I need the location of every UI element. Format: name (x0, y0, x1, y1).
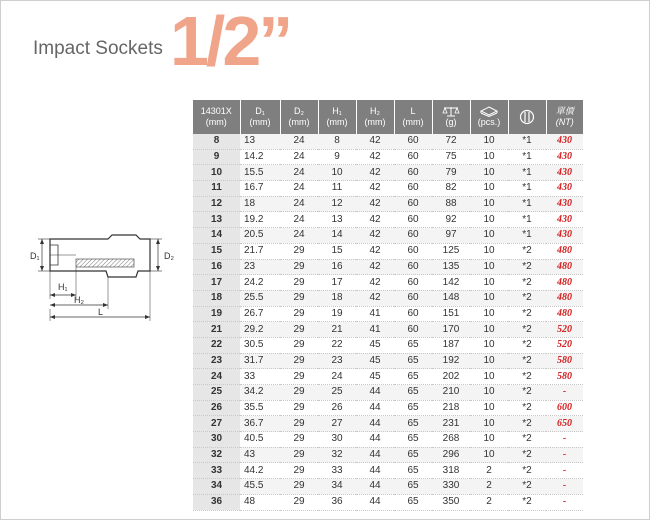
cell-h1: 16 (318, 259, 356, 275)
cell-pin-ring: *2 (508, 337, 546, 353)
cell-d2: 29 (280, 369, 318, 385)
cell-h2: 42 (356, 134, 394, 149)
cell-price: 480 (546, 243, 583, 259)
cell-h1: 26 (318, 400, 356, 416)
cell-h2: 42 (356, 196, 394, 212)
cell-weight: 72 (432, 134, 470, 149)
header-h1: H₁ (mm) (318, 100, 356, 134)
cell-d1: 45.5 (240, 479, 280, 495)
cell-h2: 42 (356, 181, 394, 197)
d1-label: D₁ (30, 251, 40, 261)
cell-pin-ring: *2 (508, 494, 546, 510)
cell-size: 32 (193, 447, 240, 463)
cell-d2: 29 (280, 479, 318, 495)
cell-d1: 30.5 (240, 337, 280, 353)
cell-length: 65 (394, 447, 432, 463)
cell-h2: 44 (356, 432, 394, 448)
cell-pin-ring: *2 (508, 432, 546, 448)
cell-pin-ring: *2 (508, 385, 546, 401)
cell-pin-ring: *1 (508, 149, 546, 165)
cell-pack-qty: 10 (470, 353, 508, 369)
cell-length: 65 (394, 494, 432, 510)
cell-price: 580 (546, 353, 583, 369)
cell-d1: 36.7 (240, 416, 280, 432)
cell-h1: 23 (318, 353, 356, 369)
cell-size: 34 (193, 479, 240, 495)
cell-price: - (546, 479, 583, 495)
table-row (193, 165, 583, 181)
pin-ring-icon (519, 109, 535, 125)
cell-length: 60 (394, 181, 432, 197)
table-row (193, 243, 583, 259)
cell-d2: 29 (280, 463, 318, 479)
cell-size: 33 (193, 463, 240, 479)
header-d1: D₁ (mm) (240, 100, 280, 134)
cell-price: - (546, 494, 583, 510)
h2-label: H₂ (74, 295, 84, 305)
header-h2: H₂ (mm) (356, 100, 394, 134)
cell-weight: 142 (432, 275, 470, 291)
cell-size: 30 (193, 432, 240, 448)
table-row (193, 400, 583, 416)
cell-weight: 296 (432, 447, 470, 463)
cell-pack-qty: 2 (470, 463, 508, 479)
cell-price: 480 (546, 259, 583, 275)
cell-d1: 19.2 (240, 212, 280, 228)
cell-pack-qty: 10 (470, 212, 508, 228)
cell-d1: 14.2 (240, 149, 280, 165)
cell-d1: 40.5 (240, 432, 280, 448)
cell-d2: 24 (280, 149, 318, 165)
cell-pin-ring: *2 (508, 463, 546, 479)
cell-d2: 29 (280, 306, 318, 322)
cell-weight: 92 (432, 212, 470, 228)
cell-d2: 29 (280, 290, 318, 306)
cell-length: 60 (394, 212, 432, 228)
cell-length: 65 (394, 416, 432, 432)
cell-size: 27 (193, 416, 240, 432)
cell-pack-qty: 10 (470, 416, 508, 432)
cell-pin-ring: *2 (508, 243, 546, 259)
cell-price: 480 (546, 290, 583, 306)
cell-weight: 187 (432, 337, 470, 353)
cell-d2: 24 (280, 134, 318, 149)
cell-pack-qty: 10 (470, 134, 508, 149)
cell-pack-qty: 10 (470, 149, 508, 165)
d2-label: D₂ (164, 251, 174, 261)
cell-size: 14 (193, 228, 240, 244)
cell-pin-ring: *1 (508, 134, 546, 149)
table-row (193, 353, 583, 369)
cell-weight: 318 (432, 463, 470, 479)
cell-price: 430 (546, 165, 583, 181)
cell-price: 650 (546, 416, 583, 432)
cell-d1: 29.2 (240, 322, 280, 338)
cell-pin-ring: *1 (508, 212, 546, 228)
cell-weight: 88 (432, 196, 470, 212)
table-row (193, 228, 583, 244)
cell-h2: 42 (356, 149, 394, 165)
cell-h1: 9 (318, 149, 356, 165)
cell-size: 17 (193, 275, 240, 291)
cell-length: 60 (394, 275, 432, 291)
cell-d2: 29 (280, 400, 318, 416)
cell-price: - (546, 385, 583, 401)
specs-table (193, 100, 583, 511)
cell-h2: 42 (356, 290, 394, 306)
cell-h1: 8 (318, 134, 356, 149)
cell-d2: 29 (280, 447, 318, 463)
cell-size: 18 (193, 290, 240, 306)
cell-h2: 42 (356, 259, 394, 275)
header-pack-qty: (pcs.) (470, 100, 508, 134)
table-row (193, 337, 583, 353)
table-row (193, 463, 583, 479)
cell-length: 60 (394, 196, 432, 212)
cell-size: 25 (193, 385, 240, 401)
table-row (193, 290, 583, 306)
cell-d2: 29 (280, 432, 318, 448)
cell-weight: 75 (432, 149, 470, 165)
l-label: L (98, 307, 104, 317)
cell-h1: 19 (318, 306, 356, 322)
table-row (193, 369, 583, 385)
cell-h1: 27 (318, 416, 356, 432)
cell-price: 480 (546, 275, 583, 291)
cell-weight: 148 (432, 290, 470, 306)
cell-size: 36 (193, 494, 240, 510)
cell-d2: 29 (280, 337, 318, 353)
cell-size: 13 (193, 212, 240, 228)
cell-length: 65 (394, 400, 432, 416)
cell-h2: 44 (356, 479, 394, 495)
cell-weight: 151 (432, 306, 470, 322)
cell-pin-ring: *2 (508, 306, 546, 322)
cell-pack-qty: 10 (470, 228, 508, 244)
cell-size: 26 (193, 400, 240, 416)
cell-weight: 97 (432, 228, 470, 244)
cell-weight: 330 (432, 479, 470, 495)
cell-h2: 42 (356, 212, 394, 228)
cell-h2: 44 (356, 400, 394, 416)
cell-h1: 30 (318, 432, 356, 448)
table-row (193, 432, 583, 448)
table-row (193, 212, 583, 228)
cell-size: 10 (193, 165, 240, 181)
cell-price: 430 (546, 212, 583, 228)
cell-price: 430 (546, 228, 583, 244)
cell-length: 60 (394, 306, 432, 322)
cell-length: 60 (394, 322, 432, 338)
cell-d2: 29 (280, 243, 318, 259)
cell-h1: 12 (318, 196, 356, 212)
drive-size-title: 1/2” (170, 2, 291, 80)
cell-h2: 42 (356, 165, 394, 181)
cell-price: - (546, 432, 583, 448)
cell-d2: 24 (280, 165, 318, 181)
cell-d1: 34.2 (240, 385, 280, 401)
cell-h2: 44 (356, 447, 394, 463)
cell-size: 19 (193, 306, 240, 322)
cell-size: 9 (193, 149, 240, 165)
cell-d2: 29 (280, 416, 318, 432)
cell-pack-qty: 10 (470, 181, 508, 197)
cell-d1: 44.2 (240, 463, 280, 479)
cell-size: 22 (193, 337, 240, 353)
cell-pack-qty: 10 (470, 447, 508, 463)
cell-pin-ring: *1 (508, 181, 546, 197)
table-row (193, 134, 583, 149)
cell-h1: 13 (318, 212, 356, 228)
cell-length: 65 (394, 337, 432, 353)
cell-d1: 21.7 (240, 243, 280, 259)
cell-d2: 29 (280, 494, 318, 510)
cell-h1: 18 (318, 290, 356, 306)
socket-dimension-diagram (28, 225, 188, 330)
header-price: 單價 (NT) (546, 100, 583, 134)
cell-h1: 32 (318, 447, 356, 463)
cell-weight: 350 (432, 494, 470, 510)
table-row (193, 479, 583, 495)
cell-h1: 14 (318, 228, 356, 244)
cell-pack-qty: 2 (470, 494, 508, 510)
cell-pack-qty: 10 (470, 290, 508, 306)
cell-size: 21 (193, 322, 240, 338)
cell-pin-ring: *2 (508, 353, 546, 369)
cell-h1: 22 (318, 337, 356, 353)
cell-length: 65 (394, 463, 432, 479)
cell-d1: 16.7 (240, 181, 280, 197)
table-header-row (193, 100, 583, 134)
cell-weight: 125 (432, 243, 470, 259)
cell-h1: 17 (318, 275, 356, 291)
cell-d2: 29 (280, 353, 318, 369)
cell-price: - (546, 463, 583, 479)
cell-d2: 29 (280, 259, 318, 275)
cell-length: 65 (394, 432, 432, 448)
table-row (193, 275, 583, 291)
cell-pin-ring: *2 (508, 400, 546, 416)
cell-weight: 135 (432, 259, 470, 275)
cell-h1: 11 (318, 181, 356, 197)
cell-pack-qty: 10 (470, 432, 508, 448)
cell-h1: 36 (318, 494, 356, 510)
cell-h2: 42 (356, 243, 394, 259)
cell-h1: 33 (318, 463, 356, 479)
cell-length: 60 (394, 259, 432, 275)
table-row (193, 306, 583, 322)
cell-d2: 29 (280, 385, 318, 401)
cell-size: 15 (193, 243, 240, 259)
cell-h1: 34 (318, 479, 356, 495)
cell-pack-qty: 10 (470, 306, 508, 322)
cell-d1: 13 (240, 134, 280, 149)
cell-length: 60 (394, 228, 432, 244)
cell-size: 12 (193, 196, 240, 212)
cell-price: 430 (546, 149, 583, 165)
header-pin-ring (508, 100, 546, 134)
cell-h2: 45 (356, 337, 394, 353)
cell-h2: 44 (356, 494, 394, 510)
cell-pack-qty: 10 (470, 259, 508, 275)
cell-h2: 44 (356, 385, 394, 401)
cell-pin-ring: *2 (508, 447, 546, 463)
table-row (193, 259, 583, 275)
cell-d1: 24.2 (240, 275, 280, 291)
table-row (193, 181, 583, 197)
cell-weight: 218 (432, 400, 470, 416)
cell-pin-ring: *2 (508, 479, 546, 495)
cell-price: 430 (546, 196, 583, 212)
cell-pack-qty: 10 (470, 243, 508, 259)
cell-h2: 45 (356, 369, 394, 385)
cell-pin-ring: *2 (508, 369, 546, 385)
cell-price: 600 (546, 400, 583, 416)
cell-d1: 15.5 (240, 165, 280, 181)
scale-icon (442, 106, 460, 117)
cell-pack-qty: 10 (470, 337, 508, 353)
table-row (193, 385, 583, 401)
cell-h2: 45 (356, 353, 394, 369)
cell-price: 580 (546, 369, 583, 385)
cell-d1: 35.5 (240, 400, 280, 416)
cell-size: 11 (193, 181, 240, 197)
cell-h2: 42 (356, 275, 394, 291)
cell-d1: 43 (240, 447, 280, 463)
h1-label: H₁ (58, 282, 68, 292)
cell-pin-ring: *2 (508, 275, 546, 291)
cell-length: 60 (394, 165, 432, 181)
cell-size: 24 (193, 369, 240, 385)
cell-pin-ring: *1 (508, 196, 546, 212)
cell-length: 60 (394, 243, 432, 259)
cell-price: - (546, 447, 583, 463)
table-row (193, 494, 583, 510)
cell-size: 16 (193, 259, 240, 275)
cell-h2: 41 (356, 322, 394, 338)
cell-d2: 29 (280, 322, 318, 338)
cell-weight: 268 (432, 432, 470, 448)
table-row (193, 196, 583, 212)
cell-h2: 42 (356, 228, 394, 244)
table-row (193, 149, 583, 165)
cell-size: 23 (193, 353, 240, 369)
cell-pin-ring: *2 (508, 416, 546, 432)
cell-d1: 25.5 (240, 290, 280, 306)
cell-length: 65 (394, 369, 432, 385)
cell-pin-ring: *2 (508, 259, 546, 275)
cell-price: 430 (546, 181, 583, 197)
cell-length: 65 (394, 385, 432, 401)
cell-pin-ring: *2 (508, 290, 546, 306)
cell-pack-qty: 10 (470, 196, 508, 212)
cell-d1: 20.5 (240, 228, 280, 244)
cell-d2: 24 (280, 212, 318, 228)
cell-h1: 24 (318, 369, 356, 385)
header-weight: (g) (432, 100, 470, 134)
box-icon (480, 106, 498, 117)
cell-weight: 82 (432, 181, 470, 197)
cell-pack-qty: 10 (470, 275, 508, 291)
header-length: L (mm) (394, 100, 432, 134)
cell-h1: 15 (318, 243, 356, 259)
cell-weight: 202 (432, 369, 470, 385)
cell-d1: 26.7 (240, 306, 280, 322)
cell-d2: 24 (280, 196, 318, 212)
header-part-number: 14301X (mm) (193, 100, 240, 134)
cell-pack-qty: 10 (470, 322, 508, 338)
cell-price: 520 (546, 322, 583, 338)
cell-pack-qty: 10 (470, 369, 508, 385)
cell-weight: 231 (432, 416, 470, 432)
cell-d2: 24 (280, 181, 318, 197)
cell-price: 520 (546, 337, 583, 353)
cell-weight: 79 (432, 165, 470, 181)
table-row (193, 322, 583, 338)
cell-d1: 23 (240, 259, 280, 275)
cell-d2: 24 (280, 228, 318, 244)
cell-h1: 25 (318, 385, 356, 401)
header-d2: D₂ (mm) (280, 100, 318, 134)
cell-d2: 29 (280, 275, 318, 291)
cell-weight: 192 (432, 353, 470, 369)
cell-h2: 44 (356, 463, 394, 479)
table-row (193, 447, 583, 463)
cell-pin-ring: *1 (508, 165, 546, 181)
cell-d1: 48 (240, 494, 280, 510)
page-title: Impact Sockets (33, 38, 163, 59)
socket-outline (50, 235, 150, 277)
cell-d1: 33 (240, 369, 280, 385)
cell-length: 60 (394, 149, 432, 165)
cell-price: 430 (546, 134, 583, 149)
cell-weight: 170 (432, 322, 470, 338)
cell-weight: 210 (432, 385, 470, 401)
cell-pack-qty: 2 (470, 479, 508, 495)
cell-size: 8 (193, 134, 240, 149)
cell-price: 480 (546, 306, 583, 322)
cell-h1: 21 (318, 322, 356, 338)
cell-length: 60 (394, 290, 432, 306)
cell-pin-ring: *1 (508, 228, 546, 244)
table-row (193, 416, 583, 432)
cell-length: 60 (394, 134, 432, 149)
hatched-section (76, 259, 134, 267)
cell-pin-ring: *2 (508, 322, 546, 338)
cell-length: 65 (394, 479, 432, 495)
cell-pack-qty: 10 (470, 385, 508, 401)
cell-pack-qty: 10 (470, 165, 508, 181)
cell-h2: 41 (356, 306, 394, 322)
cell-d1: 31.7 (240, 353, 280, 369)
cell-d1: 18 (240, 196, 280, 212)
cell-h2: 44 (356, 416, 394, 432)
cell-length: 65 (394, 353, 432, 369)
cell-pack-qty: 10 (470, 400, 508, 416)
cell-h1: 10 (318, 165, 356, 181)
